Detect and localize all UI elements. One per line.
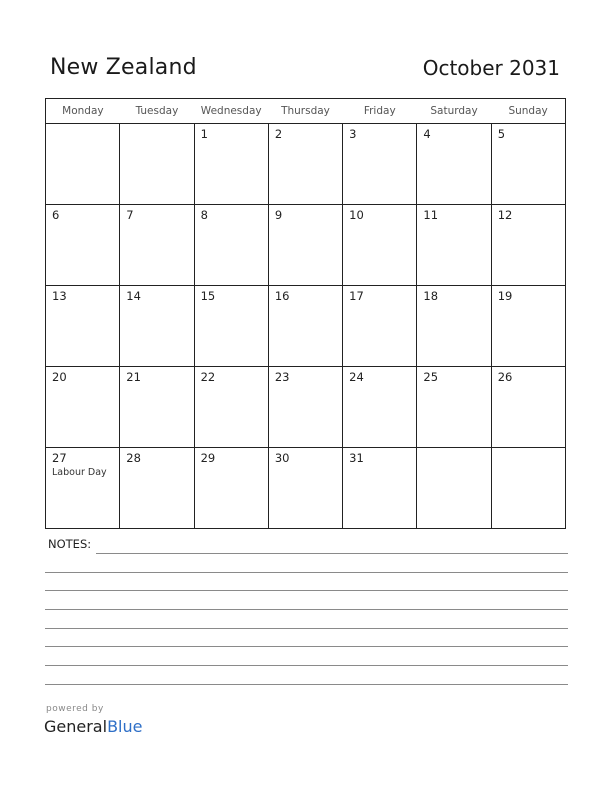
day-cell xyxy=(417,367,491,448)
day-cell xyxy=(343,205,417,286)
holiday-label: Labour Day xyxy=(52,467,107,478)
weekday-header: Tuesday xyxy=(120,99,194,124)
day-cell xyxy=(491,124,565,205)
day-number: 21 xyxy=(126,370,141,384)
brand-general: General xyxy=(44,717,108,736)
day-number: 6 xyxy=(52,208,60,222)
note-line xyxy=(45,628,568,629)
week-row xyxy=(46,448,566,529)
week-row xyxy=(46,124,566,205)
day-number: 5 xyxy=(497,127,506,141)
day-number: 7 xyxy=(126,208,134,222)
note-line xyxy=(45,609,568,610)
day-number: 30 xyxy=(274,451,290,465)
day-number: 26 xyxy=(497,370,513,384)
day-cell xyxy=(268,448,342,529)
day-cell xyxy=(120,286,194,367)
generalblue-logo xyxy=(44,717,142,736)
weekday-header: Monday xyxy=(46,99,120,124)
day-number: 4 xyxy=(423,127,431,141)
weekday-header: Saturday xyxy=(417,99,491,124)
day-cell xyxy=(343,124,417,205)
note-line xyxy=(45,684,568,685)
day-number: 19 xyxy=(497,289,513,303)
country-title: New Zealand xyxy=(50,55,197,80)
day-number: 25 xyxy=(423,370,439,384)
day-cell xyxy=(194,205,268,286)
day-cell xyxy=(491,448,565,529)
note-line xyxy=(45,646,568,647)
day-number: 9 xyxy=(274,208,283,222)
day-cell xyxy=(417,448,491,529)
day-cell xyxy=(491,205,565,286)
month-year-title: October 2031 xyxy=(422,56,560,80)
day-number: 23 xyxy=(274,370,290,384)
day-cell xyxy=(46,205,120,286)
note-line xyxy=(45,590,568,591)
day-cell xyxy=(120,124,194,205)
weekday-header: Thursday xyxy=(268,99,342,124)
day-cell xyxy=(194,286,268,367)
day-cell xyxy=(491,286,565,367)
weekday-header: Sunday xyxy=(491,99,565,124)
day-cell xyxy=(343,286,417,367)
day-cell xyxy=(46,448,120,529)
day-cell xyxy=(120,448,194,529)
day-number: 3 xyxy=(349,127,357,141)
day-number: 10 xyxy=(349,208,364,222)
day-number: 28 xyxy=(126,451,141,465)
note-line xyxy=(45,665,568,666)
week-row xyxy=(46,367,566,448)
day-number: 18 xyxy=(423,289,439,303)
day-cell xyxy=(343,367,417,448)
brand-blue: Blue xyxy=(107,717,143,736)
day-cell xyxy=(268,124,342,205)
weekday-header-row xyxy=(46,99,566,124)
day-cell xyxy=(46,367,120,448)
week-row xyxy=(46,205,566,286)
powered-by-text: powered by xyxy=(46,704,104,714)
day-cell xyxy=(46,124,120,205)
day-cell xyxy=(417,124,491,205)
day-number: 12 xyxy=(497,208,513,222)
day-number: 29 xyxy=(200,451,216,465)
note-line xyxy=(45,572,568,573)
day-cell xyxy=(46,286,120,367)
day-number: 24 xyxy=(349,370,364,384)
day-number: 20 xyxy=(52,370,67,384)
day-number: 31 xyxy=(349,451,364,465)
day-number: 11 xyxy=(423,208,439,222)
week-row xyxy=(46,286,566,367)
day-number: 22 xyxy=(200,370,216,384)
day-number: 8 xyxy=(200,208,208,222)
day-number: 15 xyxy=(200,289,216,303)
day-number: 16 xyxy=(274,289,290,303)
day-cell xyxy=(491,367,565,448)
day-number: 2 xyxy=(274,127,283,141)
day-cell xyxy=(194,448,268,529)
weekday-header: Friday xyxy=(343,99,417,124)
notes-label: NOTES: xyxy=(48,537,92,551)
day-cell xyxy=(120,205,194,286)
day-number: 17 xyxy=(349,289,364,303)
day-cell xyxy=(194,124,268,205)
day-cell xyxy=(194,367,268,448)
day-number: 27 xyxy=(52,451,67,465)
day-cell xyxy=(343,448,417,529)
day-cell xyxy=(417,205,491,286)
day-cell xyxy=(268,367,342,448)
weekday-header: Wednesday xyxy=(194,99,268,124)
day-number: 14 xyxy=(126,289,141,303)
day-cell xyxy=(268,205,342,286)
day-cell xyxy=(268,286,342,367)
day-number: 1 xyxy=(200,127,208,141)
day-number: 13 xyxy=(52,289,67,303)
day-cell xyxy=(120,367,194,448)
day-cell xyxy=(417,286,491,367)
calendar-grid xyxy=(45,98,566,529)
note-line xyxy=(96,553,568,554)
